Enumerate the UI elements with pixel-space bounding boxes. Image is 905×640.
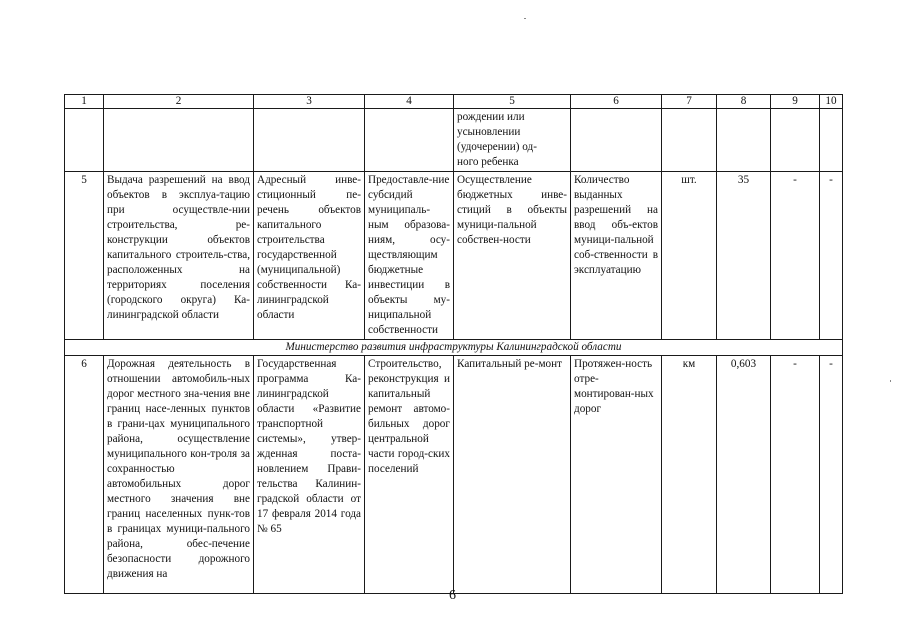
table-cell: Протяжен-ность отре-монтирован-ных дорог (571, 356, 662, 594)
unit-cell: шт. (662, 172, 717, 340)
row-number: 5 (65, 172, 104, 340)
table-cell (820, 109, 843, 172)
section-title: Министерство развития инфраструктуры Калининградской области (65, 340, 843, 356)
table-cell (104, 109, 254, 172)
table-cell (254, 109, 365, 172)
table-cell: Государственная программа Ка-лининградской области «Развитие транспортной системы», утвер-жденная поста-новлением Прави-тельства Калинин-градской области от 17 февраля 2014 года № 65 (254, 356, 365, 594)
value-cell: 0,603 (717, 356, 771, 594)
header-cell: 9 (771, 95, 820, 109)
table-row-continuation (65, 109, 843, 172)
row-number: 6 (65, 356, 104, 594)
value-cell: 35 (717, 172, 771, 340)
table-cell (365, 109, 454, 172)
table-cell: Осуществление бюджетных инве-стиций в объекты муници-пальной собствен-ности (454, 172, 571, 340)
table-cell: Количество выданных разрешений на ввод объ-ектов муници-пальной соб-ственности в эксплуатацию (571, 172, 662, 340)
scan-speck (524, 18, 526, 19)
header-cell: 8 (717, 95, 771, 109)
table-cell: Дорожная деятельность в отношении автомобиль-ных дорог местного зна-чения вне границ насе-ленных пунктов в грани-цах муниципального района, осуществление муниципального кон-троля за сохранностью автомобильных дорог местного значения вне границ населенных пунк-тов в границах муници-пального района, обес-печение безопасности дорожного движения на (104, 356, 254, 594)
table-cell-continuation-text: рождении или усыновлении (удочерении) од- ного ребенка (454, 109, 571, 172)
header-cell: 3 (254, 95, 365, 109)
header-cell: 2 (104, 95, 254, 109)
table-cell: Адресный инве-стиционный пе-речень объектов капитального строительства государственной (муниципальной) собственности Ка-лининградской области (254, 172, 365, 340)
header-cell: 5 (454, 95, 571, 109)
value-cell: - (771, 172, 820, 340)
header-cell: 10 (820, 95, 843, 109)
table-cell (717, 109, 771, 172)
table-row (65, 172, 843, 340)
table-cell: Строительство, реконструкция и капитальный ремонт автомо-бильных дорог центральной части город-ских поселений (365, 356, 454, 594)
table-header-row (65, 95, 843, 109)
table-cell: Капитальный ре-монт (454, 356, 571, 594)
table-row (65, 356, 843, 594)
data-table (64, 94, 843, 594)
value-cell: - (820, 172, 843, 340)
value-cell: - (771, 356, 820, 594)
unit-cell: км (662, 356, 717, 594)
section-row (65, 340, 843, 356)
table-cell (571, 109, 662, 172)
page-number: 6 (449, 588, 456, 603)
value-cell: - (820, 356, 843, 594)
header-cell: 7 (662, 95, 717, 109)
table-cell (771, 109, 820, 172)
table-cell: Предоставле-ние субсидий муниципаль-ным образова-ниям, осу-ществляющим бюджетные инвестиции в объекты му-ниципальной собственности (365, 172, 454, 340)
header-cell: 6 (571, 95, 662, 109)
table-cell (662, 109, 717, 172)
table-cell: Выдача разрешений на ввод объектов в эксплуа-тацию при осуществле-нии строительства, ре-конструкции объектов капитального строитель-ства, расположенных на территориях поселения (городского округа) Ка-лининградской области (104, 172, 254, 340)
header-cell: 4 (365, 95, 454, 109)
scan-speck (890, 380, 891, 382)
header-cell: 1 (65, 95, 104, 109)
table-cell (65, 109, 104, 172)
